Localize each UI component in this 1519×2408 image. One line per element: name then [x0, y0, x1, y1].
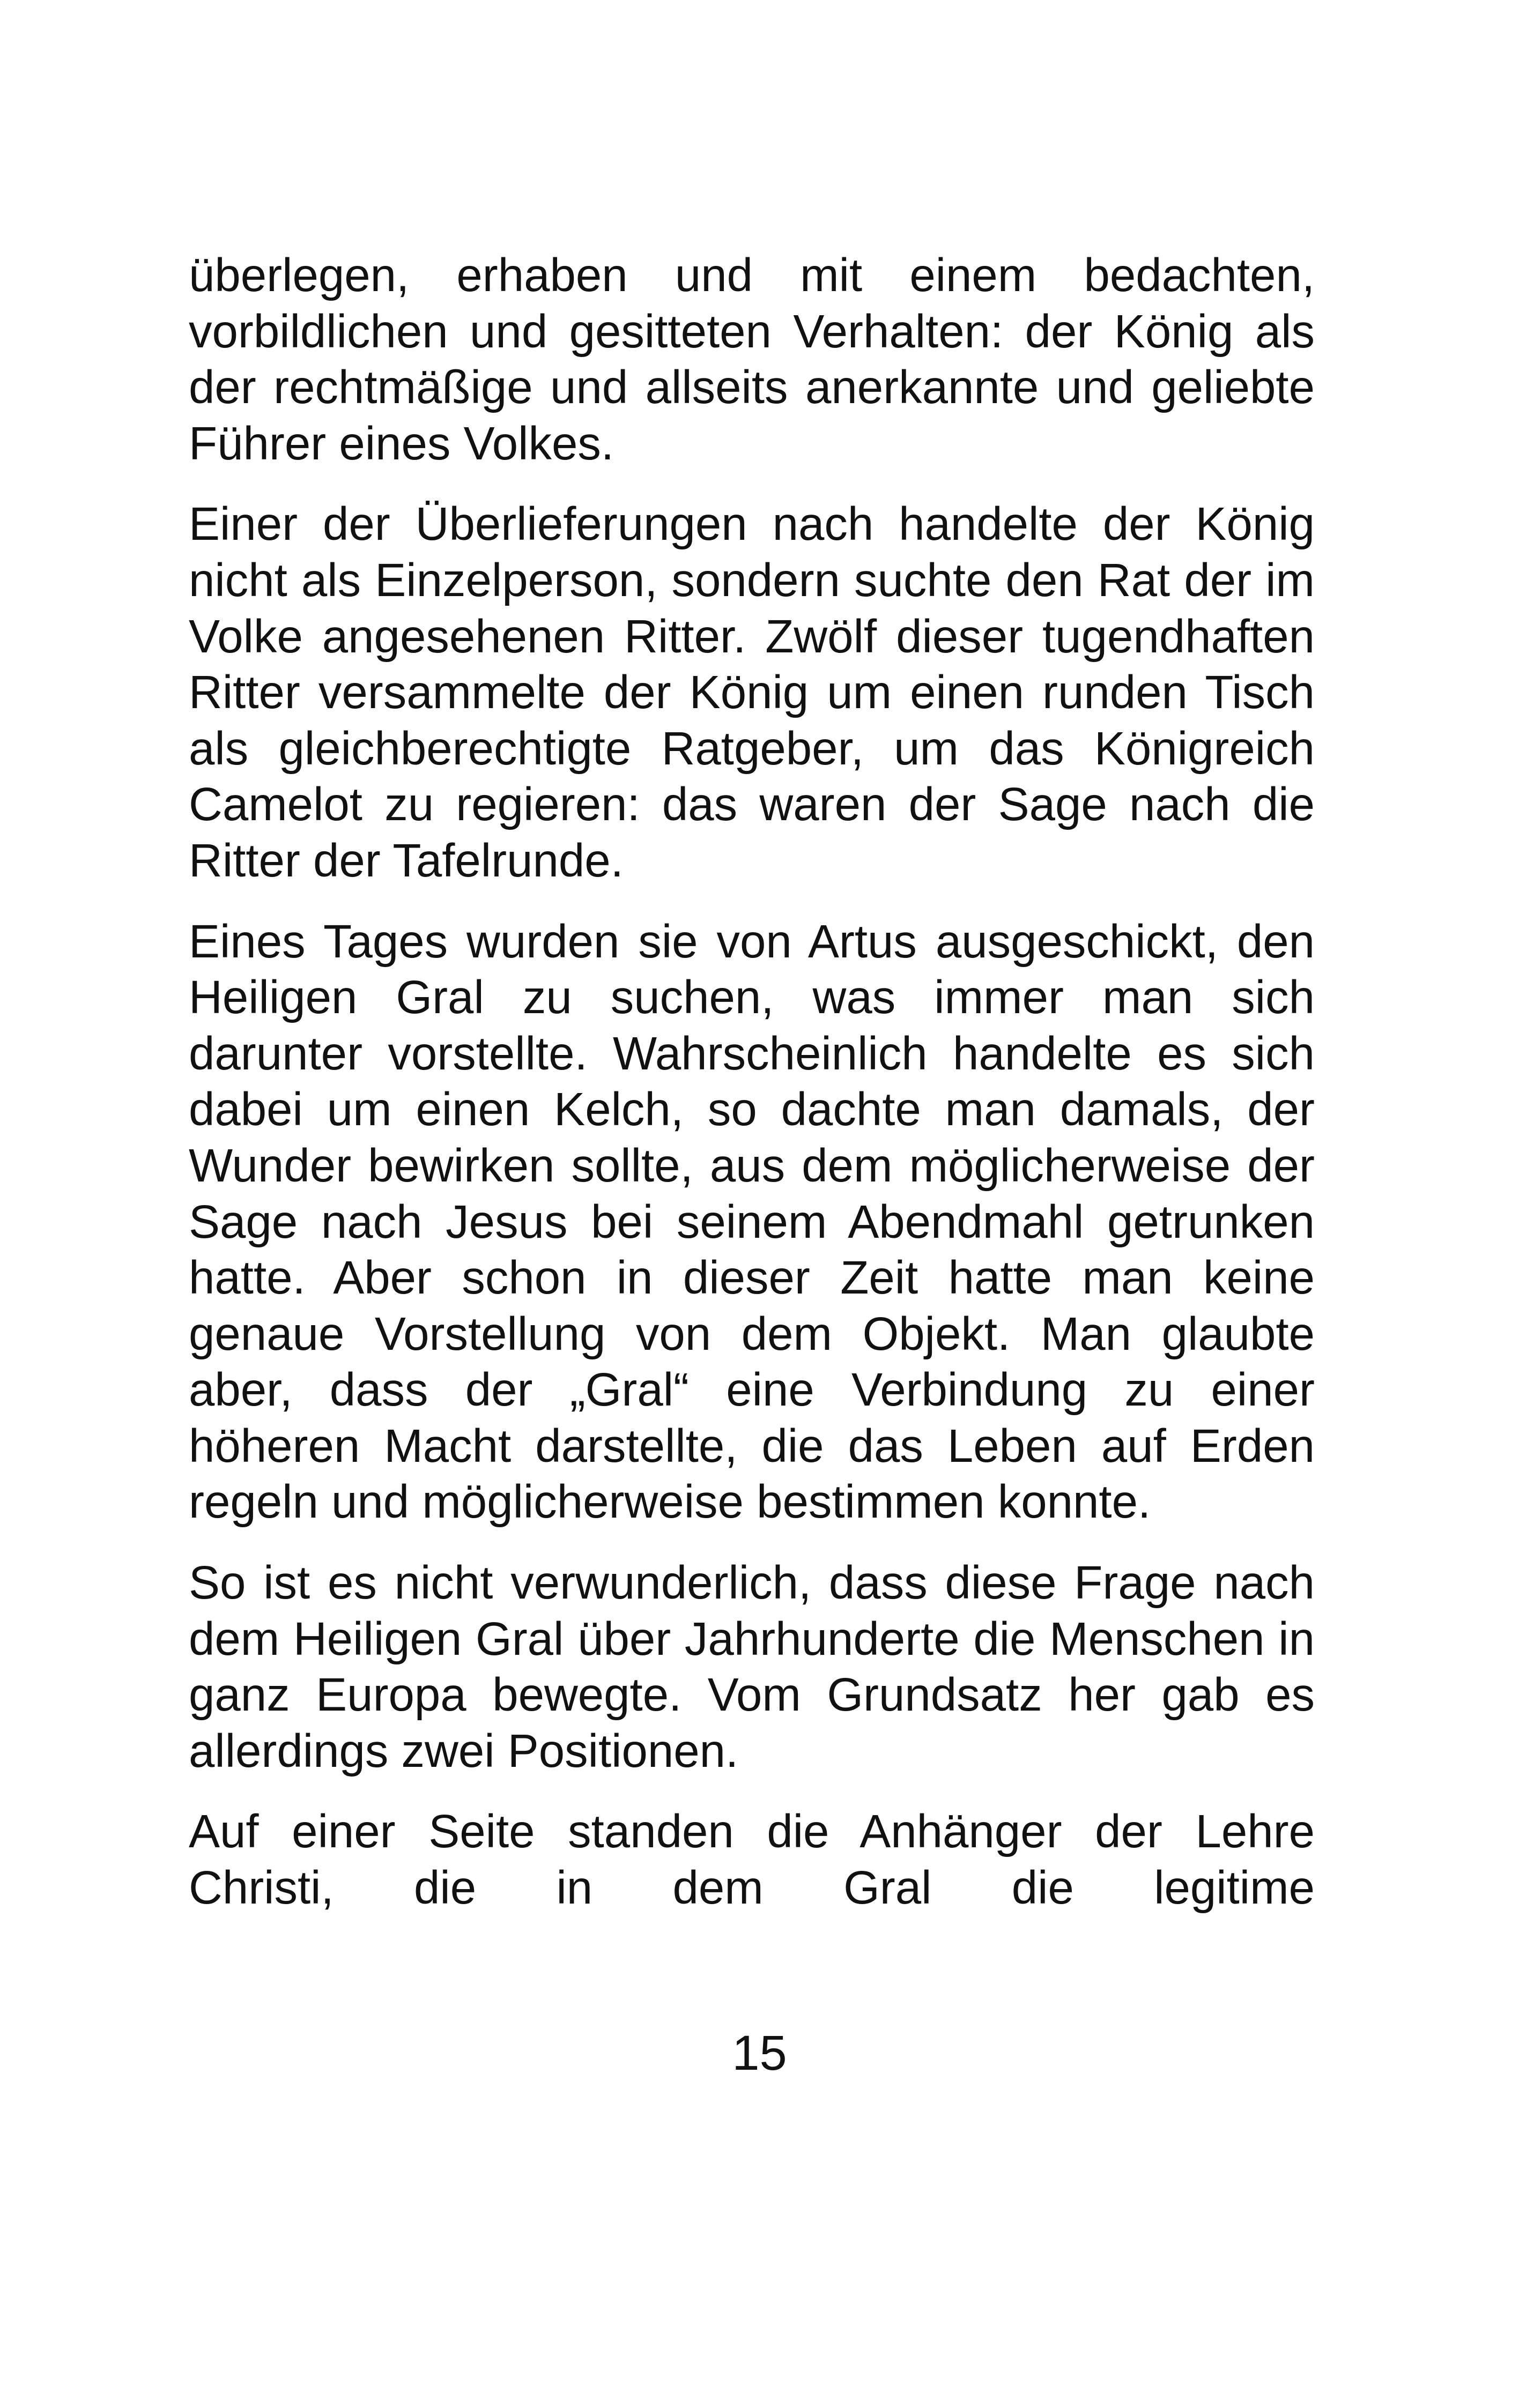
- paragraph-4: So ist es nicht verwunderlich, dass diese Frage nach dem Heiligen Gral über Jahrhunderte die Menschen in ganz Europa bewegte. Vom Grundsatz her gab es allerdings zwei Positionen.: [189, 1557, 1315, 1777]
- paragraph-1: überlegen, erhaben und mit einem bedachten, vorbildlichen und gesitteten Verhalten: der König als der rechtmäßige und allseits anerkannte und geliebte Führer eines Volkes.: [189, 249, 1315, 470]
- page-number: 15: [732, 2026, 787, 2080]
- paragraph-2: Einer der Überlieferungen nach handelte der König nicht als Einzelperson, sondern suchte den Rat der im Volke angesehenen Ritter. Zwölf dieser tugendhaften Ritter versammelte der König um einen runden Tisch als gleichberechtigte Ratgeber, um das Königreich Camelot zu regieren: das waren der Sage nach die Ritter der Tafelrunde.: [189, 498, 1315, 887]
- body-text: [189, 248, 1315, 1916]
- paragraph-3: Eines Tages wurden sie von Artus ausgeschickt, den Heiligen Gral zu suchen, was immer man sich darunter vorstellte. Wahrscheinlich handelte es sich dabei um einen Kelch, so dachte man damals, der Wunder bewirken sollte, aus dem möglicherweise der Sage nach Jesus bei seinem Abendmahl getrunken hatte. Aber schon in dieser Zeit hatte man keine genaue Vorstellung von dem Objekt. Man glaubte aber, dass der „Gral“ eine Verbindung zu einer höheren Macht darstellte, die das Leben auf Erden regeln und möglicherweise bestimmen konnte.: [189, 915, 1315, 1528]
- paragraph-5: Auf einer Seite standen die Anhänger der Lehre Christi, die in dem Gral die legitime: [189, 1805, 1315, 1914]
